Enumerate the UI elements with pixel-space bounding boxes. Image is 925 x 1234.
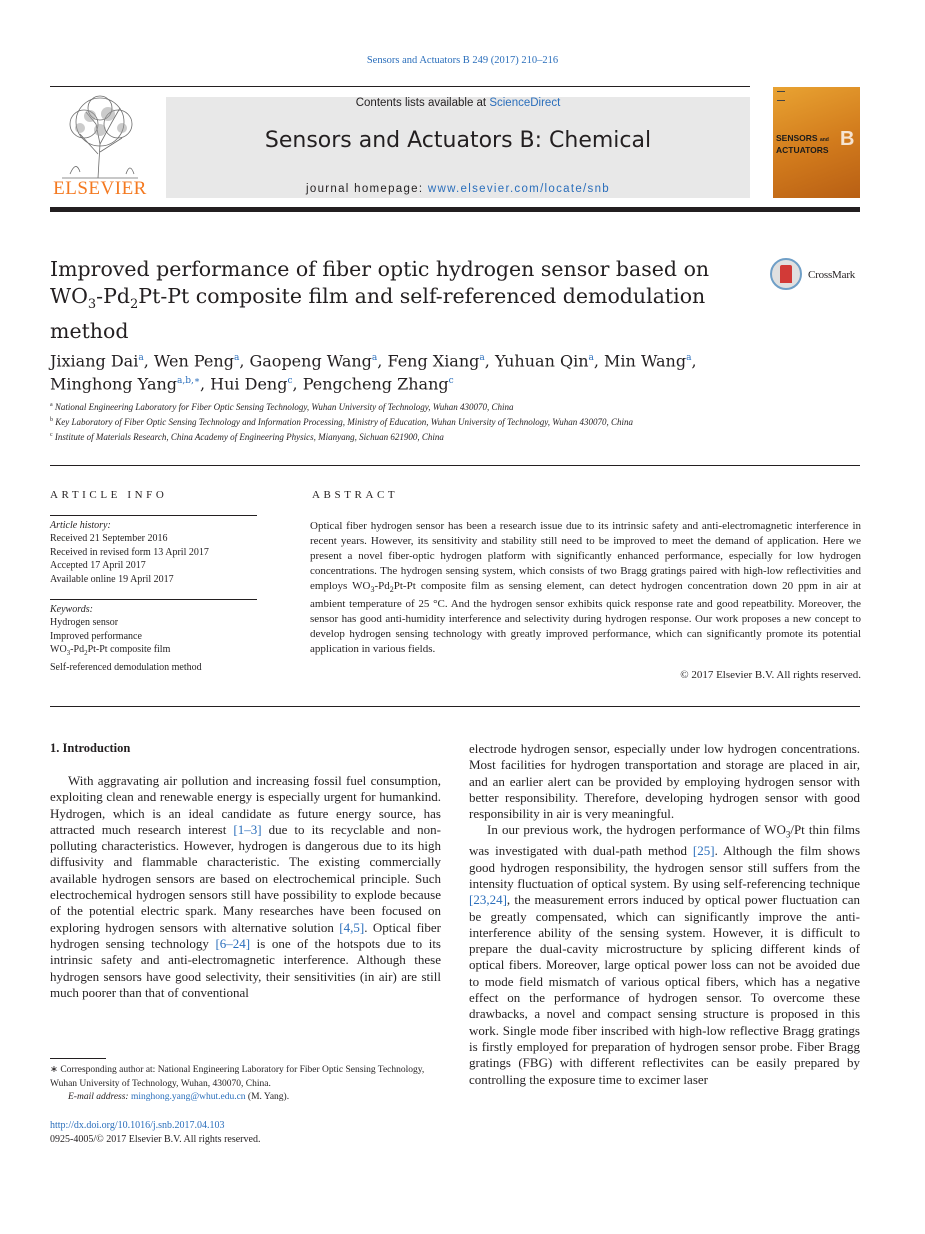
affiliations bbox=[50, 399, 750, 444]
cover-and: and bbox=[819, 137, 829, 143]
author[interactable]: Gaopeng Wang bbox=[249, 351, 372, 371]
crossmark-label: CrossMark bbox=[808, 269, 856, 281]
title-sub: 2 bbox=[130, 297, 139, 313]
crossmark-button[interactable] bbox=[770, 258, 865, 294]
citation-link[interactable]: [6–24] bbox=[215, 935, 251, 951]
cover-line1: SENSORS bbox=[776, 133, 818, 143]
footnote bbox=[50, 1064, 441, 1105]
author-sep: , bbox=[484, 351, 495, 371]
abstract-heading: ABSTRACT bbox=[312, 489, 399, 501]
author-sep: , bbox=[239, 351, 250, 371]
author-affil-mark[interactable]: a bbox=[233, 353, 240, 363]
divider bbox=[50, 86, 750, 87]
keywords-label: Keywords: bbox=[50, 604, 93, 615]
homepage-link[interactable]: www.elsevier.com/locate/snb bbox=[427, 183, 610, 195]
crossmark-icon bbox=[770, 258, 802, 290]
doi-link[interactable]: http://dx.doi.org/10.1016/j.snb.2017.04.103 bbox=[50, 1120, 225, 1131]
cover-line2: ACTUATORS bbox=[776, 145, 829, 155]
divider bbox=[50, 465, 860, 466]
citation-link[interactable]: [1–3] bbox=[233, 821, 262, 837]
journal-cover[interactable] bbox=[773, 87, 860, 198]
affil-text: National Engineering Laboratory for Fiber Optic Sensing Technology, Wuhan University of Technology, Wuhan 430070, China bbox=[54, 402, 514, 412]
body-column-left bbox=[50, 773, 441, 1001]
paragraph: electrode hydrogen sensor, especially under low hydrogen concentrations. Most facilities for hydrogen transportation and storage are placed in air, and an earlier alert can be provided by employing hydrogen sensor with better responsibility. Therefore, developing hydrogen sensor with good responsibility in air is very meaningful. bbox=[469, 741, 860, 822]
paragraph: With aggravating air pollution and increasing fossil fuel consumption, exploiting clean and renewable energy is especially urgent for humankind. Hydrogen, which is an ideal candidate as future energy source, has attracted much research interest [1–3] due to its recyclable and non-polluting characteristics. However, hydrogen is dangerous due to its high diffusivity and flammable characteristic. The existing commercially available hydrogen sensors are based on electrochemical principle. Such electrochemical hydrogen sensors still have possibility to explode because of the potential electric spark. Many researches have been focused on exploring hydrogen sensors with alternative solution [4,5]. Optical fiber hydrogen sensing technology [6–24] is one of the hotspots due to its intrinsic safety and anti-electromagnetic interference. Although these hydrogen sensors have good selectivity, their sensitivities (in air) are still much poorer than that of conventional bbox=[50, 773, 441, 1000]
cover-mark-icon bbox=[777, 91, 785, 101]
citation-link[interactable]: [4,5] bbox=[339, 919, 365, 935]
divider bbox=[50, 706, 860, 707]
affil-text: Institute of Materials Research, China Academy of Engineering Physics, Mianyang, Sichuan 621900, China bbox=[54, 432, 444, 442]
affil-key: b bbox=[50, 417, 53, 423]
cover-title bbox=[776, 133, 829, 155]
author[interactable]: Feng Xiang bbox=[387, 351, 480, 371]
title-sub: 3 bbox=[87, 297, 97, 313]
header-divider bbox=[50, 207, 860, 212]
keywords bbox=[50, 603, 270, 674]
author-sep: , bbox=[200, 374, 211, 394]
email-link[interactable]: minghong.yang@whut.edu.cn bbox=[130, 1092, 246, 1102]
body-column-right bbox=[469, 741, 860, 1088]
homepage-prefix: journal homepage: bbox=[306, 183, 428, 195]
affiliation bbox=[50, 429, 750, 444]
date-accepted: Accepted 17 April 2017 bbox=[50, 560, 146, 572]
email-line: E-mail address: minghong.yang@whut.edu.cn (M. Yang). bbox=[68, 1092, 290, 1102]
history-label: Article history: bbox=[50, 520, 111, 531]
article-history bbox=[50, 519, 270, 586]
journal-title: Sensors and Actuators B: Chemical bbox=[264, 128, 652, 153]
corresponding-author: ∗ Corresponding author at: National Engineering Laboratory for Fiber Optic Sensing Technology, Wuhan University of Technology, Wuhan, 430070, China. bbox=[50, 1065, 425, 1089]
author-affil-mark[interactable]: a bbox=[371, 353, 378, 363]
section-heading: 1. Introduction bbox=[50, 741, 131, 755]
journal-citation[interactable]: Sensors and Actuators B 249 (2017) 210–216 bbox=[366, 55, 559, 66]
affiliation bbox=[50, 399, 750, 414]
affiliation bbox=[50, 414, 750, 429]
keyword: Self-referenced demodulation method bbox=[50, 661, 202, 673]
keyword: Hydrogen sensor bbox=[50, 617, 119, 629]
cover-letter: B bbox=[840, 128, 855, 150]
title-rest: Pt-Pt composite film and self-referenced demodulation bbox=[138, 284, 706, 308]
citation-link[interactable]: [23,24] bbox=[469, 892, 507, 908]
abstract-text: Optical fiber hydrogen sensor has been a research issue due to its intrinsic safety and anti-electromagnetic interference in recent years. However, its sensitivity and stability still need to be improved to meet the demand of application. Here we present a novel fiber-optic hydrogen platform with significantly enhanced performance, especially for low hydrogen concentrations. The hydrogen sensing system, which consists of two Bragg gratings paired with high-low reflectivities and employs $WO_3-Pd_2Pt-Pt$ composite film as sensing element, can detect hydrogen concentration down 20 ppm in air at ambient temperature of 25 °C. And the hydrogen sensor exhibits quick response rate and good repeatbility. Moreover, the sensor has good anti-humidity interference and selectivity during hydrogen response. Our work proposes a new concept to develop hydrogen sensing technology with greatly improved performance, which can significantly promote its potential application in various fields. bbox=[310, 520, 861, 656]
author[interactable]: Yuhuan Qin bbox=[494, 351, 589, 371]
keyword: $WO_3-Pd_2Pt-Pt$ composite film bbox=[50, 644, 171, 658]
doi-block bbox=[50, 1119, 260, 1146]
elsevier-tree-icon bbox=[50, 94, 150, 180]
footnote-divider bbox=[50, 1058, 106, 1059]
author[interactable]: Min Wang bbox=[604, 351, 687, 371]
date-revised: Received in revised form 13 April 2017 bbox=[50, 546, 209, 558]
author-sep: , bbox=[691, 351, 697, 371]
author-affil-mark[interactable]: c bbox=[287, 376, 293, 387]
affil-text: Key Laboratory of Fiber Optic Sensing Technology and Information Processing, Ministry of Education, Wuhan University of Technology, Wuhan 430070, China bbox=[55, 417, 633, 427]
copyright: © 2017 Elsevier B.V. All rights reserved. bbox=[680, 669, 861, 681]
article-info-heading: ARTICLE INFO bbox=[50, 489, 168, 501]
contents-line bbox=[166, 97, 750, 109]
date-online: Available online 19 April 2017 bbox=[50, 573, 174, 585]
author[interactable]: Jixiang Dai bbox=[50, 351, 139, 371]
author[interactable]: Hui Deng bbox=[210, 374, 288, 394]
author-affil-mark[interactable]: a bbox=[588, 353, 594, 363]
title-line3: method bbox=[50, 319, 129, 344]
affil-key: a bbox=[50, 402, 53, 408]
author-affil-mark[interactable]: a,b,∗ bbox=[177, 376, 200, 387]
keyword: Improved performance bbox=[50, 630, 142, 642]
title-pd: -Pd bbox=[96, 284, 131, 308]
author-affil-mark[interactable]: a bbox=[686, 353, 692, 363]
author[interactable]: Minghong Yang bbox=[50, 374, 178, 394]
contents-prefix: Contents lists available at bbox=[355, 97, 490, 109]
issn: 0925-4005/© 2017 Elsevier B.V. All rights reserved. bbox=[50, 1133, 261, 1145]
paragraph: In our previous work, the hydrogen performance of $WO_3/Pt$ thin films was investigated with dual-path method [25]. Although the film shows good hydrogen responsibility, the hydrogen sensor still suffers from the intensity fluctuation of optical system. By using self-referencing technique [23,24], the measurement errors induced by optical power fluctuation can be greatly compensated, which can significantly improve the anti-interference ability of the sensing system. However, it is difficult to prepare the dual-cavity microstructure by splicing different kinds of optical fibers. Moreover, large optical power loss can not be avoided due to mode field mismatch of various optical fibers, which has a negative effect on the performance of hydrogen sensor. To overcome these drawbacks, a novel and compact sensing structure is proposed in this work. Single mode fiber inscribed with high-low reflective Bragg gratings is firstly employed for preparation of hydrogen sensor probe. Fiber Bragg gratings (FBG) with different reflectivites can be easily prepared by controlling the exposure time to excimer laser bbox=[469, 822, 861, 1087]
author[interactable]: Pengcheng Zhang bbox=[302, 374, 449, 394]
author-sep: , bbox=[377, 351, 388, 371]
author-affil-mark[interactable]: c bbox=[448, 376, 454, 387]
author-list bbox=[50, 348, 770, 395]
paper-title bbox=[50, 256, 740, 345]
publisher-name: ELSEVIER bbox=[53, 178, 147, 199]
elsevier-logo[interactable] bbox=[50, 94, 150, 200]
date-received: Received 21 September 2016 bbox=[50, 533, 168, 545]
author-affil-mark[interactable]: a bbox=[479, 353, 485, 363]
title-wo: WO bbox=[50, 284, 88, 308]
divider bbox=[50, 515, 257, 516]
title-line1: Improved performance of fiber optic hydrogen sensor based on bbox=[50, 257, 710, 281]
author-sep: , bbox=[143, 351, 154, 371]
author-sep: , bbox=[593, 351, 605, 371]
journal-homepage bbox=[166, 183, 750, 195]
divider bbox=[50, 599, 257, 600]
citation-link[interactable]: [25] bbox=[692, 843, 715, 859]
sciencedirect-link[interactable]: ScienceDirect bbox=[489, 97, 561, 109]
author-affil-mark[interactable]: a bbox=[138, 353, 144, 363]
author[interactable]: Wen Peng bbox=[153, 351, 234, 371]
author-sep: , bbox=[292, 374, 303, 394]
affil-key: c bbox=[50, 432, 53, 438]
